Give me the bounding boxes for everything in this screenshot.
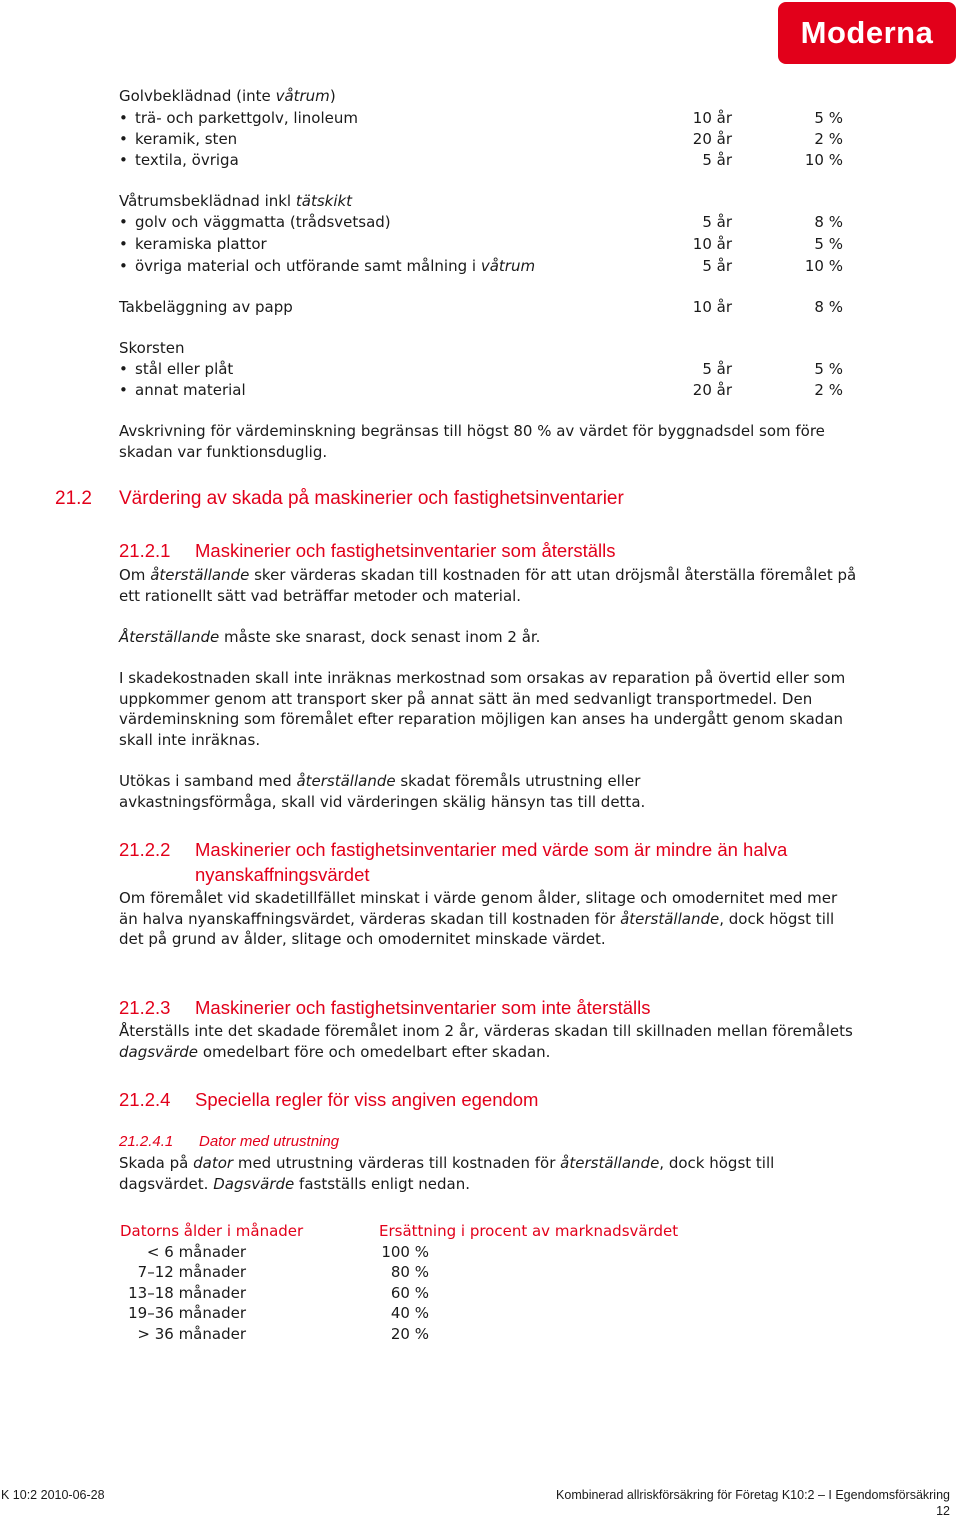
bullet-icon: • (119, 109, 128, 127)
section-21-2-1-number: 21.2.1 (119, 540, 171, 561)
p1-italic: återställande (150, 566, 250, 584)
table-row-1-pct: 100 % (381, 1243, 429, 1261)
tak-pct: 8 % (814, 298, 843, 316)
section-21-2-title: Värdering av skada på maskinerier och fastighetsinventarier (119, 488, 624, 509)
s2241-italic-3: Dagsvärde (213, 1174, 295, 1193)
golv-item-3-label: textila, övriga (135, 151, 239, 169)
bullet-icon: • (119, 213, 128, 231)
s222-text-b: , dock högst till det på grund av ålder, slitage och omodernitet minskade värdet. (119, 909, 835, 949)
section-21-2-1-title: Maskinerier och fastighetsinventarier som återställs (195, 540, 616, 561)
section-21-2-4-number: 21.2.4 (119, 1089, 171, 1110)
section-21-2-4-1-number: 21.2.4.1 (119, 1133, 174, 1150)
vatrum-item-3-years: 5 år (702, 257, 732, 275)
vatrum-item-3-italic: våtrum (480, 257, 536, 275)
footer-document-title: Kombinerad allriskförsäkring för Företag K10:2 – I Egendomsförsäkring (556, 1488, 950, 1502)
vatrum-item-1-years: 5 år (702, 213, 732, 231)
tak-label: Takbeläggning av papp (119, 298, 293, 316)
table-row-1-age: < 6 månader (146, 1243, 246, 1261)
skorsten-heading: Skorsten (119, 339, 185, 357)
table-header-age: Datorns ålder i månader (120, 1222, 304, 1240)
s223-text-a: Återställs inte det skadade föremålet inom 2 år, värderas skadan till skillnaden mellan föremålets (119, 1022, 853, 1040)
bullet-icon: • (119, 257, 128, 275)
section-21-2-4-1-title: Dator med utrustning (199, 1133, 340, 1150)
s222-italic: återställande (620, 909, 720, 928)
footer-document-id: K 10:2 2010-06-28 (1, 1488, 105, 1502)
table-row-3-age: 13–18 månader (128, 1284, 246, 1302)
skorsten-item-2-years: 20 år (692, 381, 732, 399)
tak-years: 10 år (692, 298, 732, 316)
golv-heading (119, 86, 336, 106)
p4-text-a: Utökas i samband med (119, 772, 297, 790)
bullet-icon: • (119, 381, 128, 399)
golv-item-2-label: keramik, sten (135, 130, 238, 148)
p4-italic: återställande (296, 772, 396, 790)
skorsten-item-2-label: annat material (135, 381, 246, 399)
golv-item-1-label: trä- och parkettgolv, linoleum (135, 109, 358, 127)
golv-heading-prefix: Golvbeklädnad (inte (119, 87, 276, 105)
section-21-2-2-number: 21.2.2 (119, 839, 171, 860)
s2241-italic-1: dator (193, 1154, 234, 1172)
golv-heading-italic: våtrum (275, 87, 330, 105)
vatrum-item-3-text: övriga material och utförande samt målning i (135, 257, 481, 275)
s2241-text-b: med utrustning värderas till kostnaden för (233, 1154, 561, 1172)
vatrum-item-3-label (135, 256, 535, 276)
section-21-2-4-title: Speciella regler för viss angiven egendom (195, 1089, 539, 1110)
section-21-2-2-paragraph (119, 888, 854, 950)
bullet-icon: • (119, 151, 128, 169)
table-row-5-pct: 20 % (390, 1325, 429, 1343)
p2-text-b: måste ske snarast, dock senast inom 2 år. (219, 628, 541, 646)
table-row-2-pct: 80 % (390, 1263, 429, 1281)
skorsten-item-2-pct: 2 % (814, 381, 843, 399)
s222-text-a: Om föremålet vid skadetillfället minskat i värde genom ålder, slitage och omodernitet med mer än halva nyanskaffningsvärdet, värderas skadan till kostnaden för (119, 889, 838, 928)
s2241-text-c: , dock högst till dagsvärdet. (119, 1154, 775, 1193)
skorsten-item-1-label: stål eller plåt (135, 360, 234, 378)
vatrum-item-1-pct: 8 % (814, 213, 843, 231)
vatrum-heading-prefix: Våtrumsbeklädnad inkl (119, 192, 296, 210)
section-21-2-1-p1 (119, 565, 879, 606)
table-row-2-age: 7–12 månader (137, 1263, 246, 1281)
footer-page-number: 12 (936, 1504, 950, 1518)
bullet-icon: • (119, 130, 128, 148)
golv-item-2-pct: 2 % (814, 130, 843, 148)
section-21-2-3-title: Maskinerier och fastighetsinventarier som inte återställs (195, 997, 651, 1018)
golv-heading-suffix: ) (329, 87, 336, 105)
vatrum-item-1-label: golv och väggmatta (trådsvetsad) (135, 213, 391, 231)
golv-item-3-pct: 10 % (804, 151, 843, 169)
golv-item-1-pct: 5 % (814, 109, 843, 127)
s223-italic: dagsvärde (119, 1042, 199, 1061)
table-row-3-pct: 60 % (390, 1284, 429, 1302)
table-row-5-age: > 36 månader (137, 1325, 246, 1343)
table-row-4-pct: 40 % (390, 1304, 429, 1322)
vatrum-heading (119, 191, 352, 211)
s2241-text-a: Skada på (119, 1154, 194, 1172)
p2-italic: Återställande (119, 628, 220, 646)
skorsten-item-1-years: 5 år (702, 360, 732, 378)
bullet-icon: • (119, 360, 128, 378)
table-row-4-age: 19–36 månader (128, 1304, 246, 1322)
vatrum-item-2-years: 10 år (692, 235, 732, 253)
bullet-icon: • (119, 235, 128, 253)
s2241-italic-2: återställande (560, 1154, 660, 1172)
section-21-2-1-p4 (119, 771, 739, 812)
golv-item-2-years: 20 år (692, 130, 732, 148)
section-21-2-2-title-line1: Maskinerier och fastighetsinventarier med värde som är mindre än halva (195, 839, 788, 860)
p4-text-b: skadat föremåls utrustning eller avkastningsförmåga, skall vid värderingen skälig hänsyn tas till detta. (119, 772, 646, 811)
p1-text-a: Om (119, 566, 151, 584)
vatrum-heading-italic: tätskikt (295, 192, 353, 210)
vatrum-item-2-label: keramiska plattor (135, 235, 267, 253)
section-21-2-3-number: 21.2.3 (119, 997, 171, 1018)
golv-item-1-years: 10 år (692, 109, 732, 127)
p1-text-b: sker värderas skadan till kostnaden för att utan dröjsmål återställa föremålet på ett rationellt sätt vad beträffar metoder och material. (119, 566, 857, 605)
s223-text-b: omedelbart före och omedelbart efter skadan. (198, 1042, 551, 1061)
section-21-2-number: 21.2 (55, 488, 92, 509)
vatrum-item-2-pct: 5 % (814, 235, 843, 253)
section-21-2-4-1-paragraph (119, 1153, 864, 1194)
skorsten-item-1-pct: 5 % (814, 360, 843, 378)
section-21-2-1-p3: I skadekostnaden skall inte inräknas merkostnad som orsakas av reparation på övertid eller som uppkommer genom att transport sker på annat sätt än med sedvanligt transportmedel. Den värdeminskning som föremålet efter reparation möjligen kan anses ha undergått genom skadan skall inte inräknas. (119, 669, 846, 750)
section-21-2-3-paragraph (119, 1021, 859, 1062)
section-21-2-1-p2 (119, 627, 879, 648)
avskrivning-paragraph: Avskrivning för värdeminskning begränsas till högst 80 % av värdet för byggnadsdel som före skadan var funktionsduglig. (119, 422, 825, 461)
moderna-logo: Moderna (778, 2, 956, 64)
table-header-compensation: Ersättning i procent av marknadsvärdet (379, 1222, 679, 1240)
section-21-2-2-title-line2: nyanskaffningsvärdet (195, 864, 370, 885)
vatrum-item-3-pct: 10 % (804, 257, 843, 275)
s2241-text-d: fastställs enligt nedan. (294, 1174, 470, 1193)
golv-item-3-years: 5 år (702, 151, 732, 169)
